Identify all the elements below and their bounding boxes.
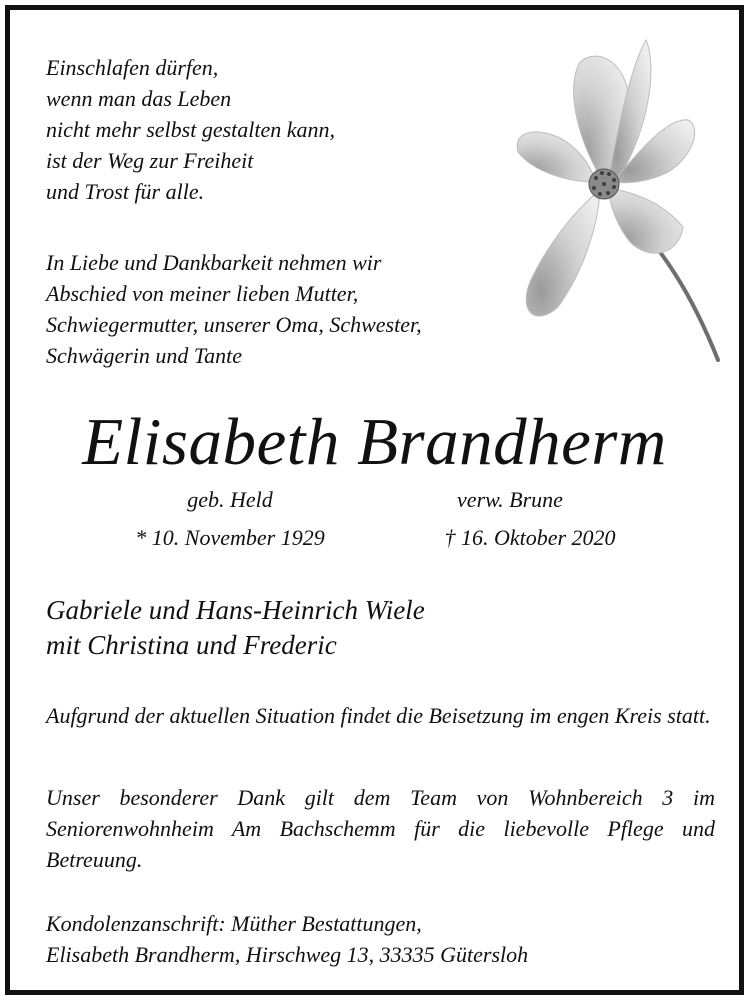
poem	[46, 52, 335, 207]
farewell-line: Schwiegermutter, unserer Oma, Schwester,	[46, 312, 422, 337]
farewell-line: Abschied von meiner lieben Mutter,	[46, 281, 359, 306]
mourners	[46, 593, 425, 663]
poem-line: nicht mehr selbst gestalten kann,	[46, 117, 336, 142]
thanks-notice: Unser besonderer Dank gilt dem Team von Wohnbereich 3 im Seniorenwohnheim Am Bachschemm für die liebevolle Pflege und Betreuung.	[46, 785, 715, 872]
mourner-line: mit Christina und Frederic	[46, 630, 337, 660]
condolence-address	[46, 908, 528, 970]
deceased-name: Elisabeth Brandherm	[82, 405, 667, 479]
mourner-line: Gabriele und Hans-Heinrich Wiele	[46, 595, 425, 625]
birth-name: geb. Held	[187, 487, 273, 512]
poem-line: wenn man das Leben	[46, 86, 232, 111]
poem-line: Einschlafen dürfen,	[46, 55, 219, 80]
poem-line: ist der Weg zur Freiheit	[46, 148, 254, 173]
birth-date: * 10. November 1929	[135, 525, 325, 550]
widowed-name: verw. Brune	[457, 487, 563, 512]
farewell-text	[46, 247, 422, 371]
condolence-line: Kondolenzanschrift: Müther Bestattungen,	[46, 911, 422, 936]
burial-notice: Aufgrund der aktuellen Situation findet die Beisetzung im engen Kreis statt.	[46, 703, 711, 728]
cosmos-flower-icon	[488, 32, 728, 362]
death-date: † 16. Oktober 2020	[444, 525, 616, 550]
farewell-line: Schwägerin und Tante	[46, 343, 242, 368]
condolence-line: Elisabeth Brandherm, Hirschweg 13, 33335 Gütersloh	[46, 942, 529, 967]
farewell-line: In Liebe und Dankbarkeit nehmen wir	[46, 250, 382, 275]
obituary-frame	[5, 5, 744, 995]
poem-line: und Trost für alle.	[46, 179, 205, 204]
